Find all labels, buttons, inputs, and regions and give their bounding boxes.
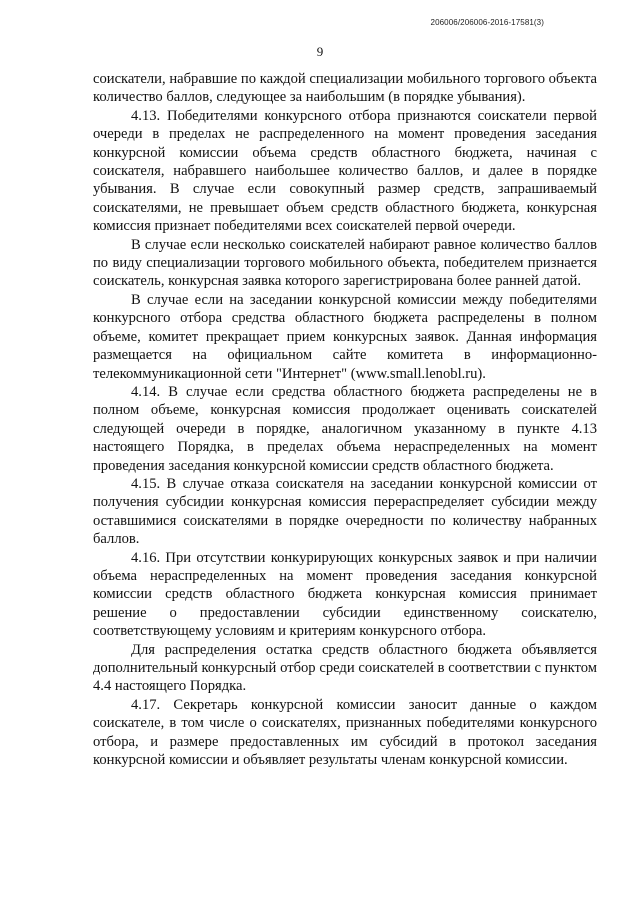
paragraph-4-16: 4.16. При отсутствии конкурирующих конкурсных заявок и при наличии объема нераспределенных на момент проведения заседания конкурсной комиссии средств областного бюджета конкурсная комиссия принимает решение о предоставлении субсидии единственному соискателю, соответствующему условиям и критериям конкурсного отбора. <box>93 549 597 640</box>
document-code: 206006/206006-2016-17581(3) <box>430 18 544 27</box>
paragraph-4-13: 4.13. Победителями конкурсного отбора признаются соискатели первой очереди в пределах не распределенного на момент проведения заседания конкурсной комиссии объема средств областного бюджета, начиная с соискателя, набравшего наибольшее количество баллов, и далее в порядке убывания. В случае если совокупный размер средств, запрашиваемый соискателями, не превышает объем средств областного бюджета, конкурсная комиссия признает победителями всех соискателей первой очереди. <box>93 107 597 235</box>
paragraph-remainder: Для распределения остатка средств областного бюджета объявляется дополнительный конкурсный отбор среди соискателей в соответствии с пунктом 4.4 настоящего Порядка. <box>93 641 597 695</box>
paragraph-4-17: 4.17. Секретарь конкурсной комиссии заносит данные о каждом соискателе, в том числе о соискателях, признанных победителями конкурсного отбора, и размере предоставленных им субсидий в протокол заседания конкурсной комиссии и объявляет результаты членам конкурсной комиссии. <box>93 696 597 769</box>
paragraph-4-15: 4.15. В случае отказа соискателя на заседании конкурсной комиссии от получения субсидии конкурсная комиссия перераспределяет субсидии между оставшимися соискателями в порядке очередности по количеству набранных баллов. <box>93 475 597 548</box>
page-number: 9 <box>316 44 324 59</box>
paragraph-equal-points: В случае если несколько соискателей набирают равное количество баллов по виду специализации торгового мобильного объекта, победителем признается соискатель, конкурсная заявка которого зарегистрирована более ранней датой. <box>93 236 597 290</box>
paragraph-continuation: соискатели, набравшие по каждой специализации мобильного торгового объекта количество баллов, следующее за наибольшим (в порядке убывания). <box>93 71 597 106</box>
paragraph-4-14: 4.14. В случае если средства областного бюджета распределены не в полном объеме, конкурсная комиссия продолжает оценивать соискателей следующей очереди в порядке, аналогичном указанному в пункте 4.13 настоящего Порядка, в пределах объема нераспределенных на момент проведения заседания конкурсной комиссии средств областного бюджета. <box>93 383 597 474</box>
document-body <box>93 70 597 769</box>
paragraph-full-distribution: В случае если на заседании конкурсной комиссии между победителями конкурсного отбора средства областного бюджета распределены в полном объеме, комитет прекращает прием конкурсных заявок. Данная информация размещается на официальном сайте комитета в информационно-телекоммуникационной сети "Интернет" (www.small.lenobl.ru). <box>93 291 597 382</box>
